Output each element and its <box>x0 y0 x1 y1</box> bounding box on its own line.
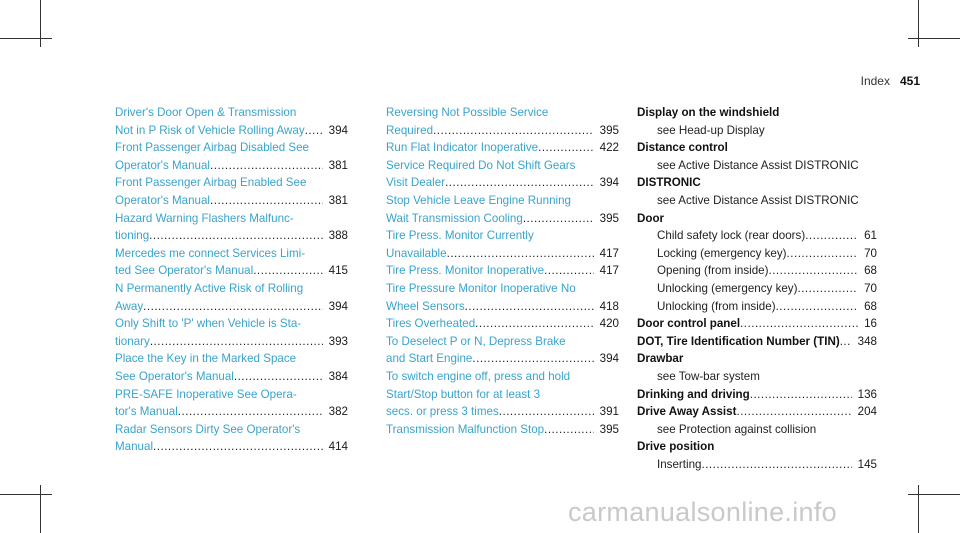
message-link[interactable]: Operator's Manual <box>115 193 211 207</box>
message-link[interactable]: Manual <box>115 440 154 454</box>
entry-page: 61 <box>864 229 877 243</box>
leader-dots <box>797 280 858 298</box>
index-entry-last-line[interactable] <box>115 262 348 280</box>
index-entry-line[interactable] <box>386 368 619 386</box>
message-link[interactable]: PRE-SAFE Inoperative See Opera- <box>115 387 297 401</box>
leader-dots <box>178 403 323 421</box>
entry-label: Drinking and driving <box>637 387 750 401</box>
entry-label: Inserting <box>657 457 702 471</box>
door-subentries <box>637 227 877 315</box>
message-link[interactable]: Wait Transmission Cooling <box>386 211 523 225</box>
leader-dots <box>253 262 322 280</box>
leader-dots <box>445 174 594 192</box>
index-heading: Drawbar <box>637 352 684 366</box>
see-reference[interactable]: see Active Distance Assist DISTRONIC <box>657 158 859 172</box>
leader-dots <box>776 298 859 316</box>
leader-dots <box>538 139 594 157</box>
index-entry-line[interactable] <box>115 139 348 157</box>
see-reference[interactable]: see Active Distance Assist DISTRONIC <box>657 193 859 207</box>
message-link[interactable]: To switch engine off, press and hold <box>386 369 571 383</box>
index-entry-line[interactable] <box>115 104 348 122</box>
index-entry-line[interactable] <box>115 245 348 263</box>
leader-dots <box>305 122 323 140</box>
index-entry-last-line[interactable] <box>386 421 619 439</box>
index-column-1 <box>115 104 348 456</box>
message-link[interactable]: Stop Vehicle Leave Engine Running <box>386 193 571 207</box>
index-heading: Display on the windshield <box>637 106 780 119</box>
leader-dots <box>153 438 323 456</box>
page-header <box>861 74 920 88</box>
index-entry-last-line[interactable] <box>386 139 619 157</box>
leader-dots <box>210 192 323 210</box>
message-link[interactable]: Run Flat Indicator Inoperative <box>386 141 539 155</box>
index-subentry[interactable] <box>637 245 877 263</box>
index-subentry[interactable] <box>637 456 877 474</box>
index-subentry[interactable] <box>637 262 877 280</box>
index-heading: Distance control <box>637 141 728 155</box>
entry-page: 414 <box>328 440 348 454</box>
entry-page: 394 <box>328 123 348 137</box>
index-entry-last-line[interactable] <box>115 298 348 316</box>
crop-mark <box>908 38 960 39</box>
index-entry-last-line[interactable] <box>115 227 348 245</box>
entry-label: Unlocking (emergency key) <box>657 281 798 295</box>
message-link[interactable]: Radar Sensors Dirty See Operator's <box>115 422 301 436</box>
index-entry-line[interactable] <box>386 280 619 298</box>
index-column-3 <box>637 104 877 473</box>
index-entry-last-line[interactable] <box>386 210 619 228</box>
index-entry-last-line[interactable] <box>386 122 619 140</box>
entry-page: 415 <box>328 264 348 278</box>
leader-dots <box>544 262 594 280</box>
message-link[interactable]: Start/Stop button for at least 3 <box>386 387 541 401</box>
entry-page: 394 <box>328 299 348 313</box>
leader-dots <box>150 333 323 351</box>
leader-dots <box>433 122 594 140</box>
crop-mark <box>918 485 919 533</box>
index-entry-last-line[interactable] <box>115 122 348 140</box>
index-entry[interactable] <box>637 386 877 404</box>
leader-dots <box>234 368 323 386</box>
index-entry-line[interactable] <box>115 280 348 298</box>
message-link[interactable]: Visit Dealer <box>386 176 446 190</box>
leader-dots <box>465 298 594 316</box>
entry-page: 388 <box>328 229 348 243</box>
header-title: Index <box>860 74 890 88</box>
message-link[interactable]: Front Passenger Airbag Enabled See <box>115 176 307 190</box>
message-link[interactable]: Transmission Malfunction Stop <box>386 422 545 436</box>
index-entry-line[interactable] <box>115 421 348 439</box>
entry-page: 381 <box>328 158 348 172</box>
message-link[interactable]: Tires Overheated <box>386 317 476 331</box>
message-link[interactable]: secs. or press 3 times <box>386 405 499 419</box>
message-link[interactable]: Hazard Warning Flashers Malfunc- <box>115 211 294 225</box>
entry-page: 418 <box>599 299 619 313</box>
leader-dots <box>149 227 322 245</box>
entry-label: Unlocking (from inside) <box>657 299 776 313</box>
leader-dots <box>143 298 323 316</box>
entry-page: 395 <box>599 211 619 225</box>
leader-dots <box>499 403 594 421</box>
crop-mark <box>40 0 41 47</box>
message-link[interactable]: Tire Press. Monitor Currently <box>386 229 534 243</box>
index-entry-line[interactable] <box>386 157 619 175</box>
entry-page: 70 <box>864 246 877 260</box>
message-link[interactable]: tioning <box>115 229 150 243</box>
leader-dots <box>787 245 859 263</box>
message-link[interactable]: Reversing Not Possible Service <box>386 106 549 119</box>
entry-page: 16 <box>864 317 877 331</box>
entry-label: Locking (emergency key) <box>657 246 787 260</box>
index-heading: Drive position <box>637 440 715 454</box>
entry-page: 394 <box>599 176 619 190</box>
index-entry-last-line[interactable] <box>115 403 348 421</box>
entry-label: Drive Away Assist <box>637 405 737 419</box>
index-entry-line[interactable] <box>115 315 348 333</box>
message-link[interactable]: To Deselect P or N, Depress Brake <box>386 334 566 348</box>
message-link[interactable]: Tire Press. Monitor Inoperative <box>386 264 545 278</box>
index-subentry[interactable] <box>637 280 877 298</box>
message-link[interactable]: See Operator's Manual <box>115 369 234 383</box>
index-entry-line[interactable] <box>115 210 348 228</box>
index-subentry[interactable] <box>637 227 877 245</box>
index-entry-last-line[interactable] <box>386 245 619 263</box>
index-entry-line[interactable] <box>115 350 348 368</box>
leader-dots <box>523 210 594 228</box>
entry-page: 417 <box>599 246 619 260</box>
message-link[interactable]: Front Passenger Airbag Disabled See <box>115 141 309 155</box>
message-link[interactable]: Not in P Risk of Vehicle Rolling Away <box>115 123 305 137</box>
index-entry-line[interactable] <box>115 386 348 404</box>
index-entry-last-line[interactable] <box>115 192 348 210</box>
index-entry[interactable] <box>637 315 877 333</box>
page-number: 451 <box>899 74 920 88</box>
leader-dots <box>768 262 858 280</box>
index-entry-line[interactable] <box>115 174 348 192</box>
index-entry-line[interactable] <box>386 227 619 245</box>
crop-mark <box>908 494 960 495</box>
leader-dots <box>447 245 594 263</box>
entry-page: 348 <box>857 334 877 348</box>
index-entry-last-line[interactable] <box>386 174 619 192</box>
index-entry[interactable] <box>637 333 877 351</box>
leader-dots <box>210 157 323 175</box>
crop-mark <box>40 485 41 533</box>
see-reference[interactable]: see Head-up Display <box>657 123 765 137</box>
index-entry-last-line[interactable] <box>386 298 619 316</box>
watermark: carmanualsonline.info <box>568 497 837 527</box>
message-link[interactable]: Service Required Do Not Shift Gears <box>386 158 576 172</box>
entry-page: 382 <box>328 405 348 419</box>
entry-page: 381 <box>328 193 348 207</box>
entry-page: 394 <box>599 352 619 366</box>
crop-mark <box>0 38 52 39</box>
index-entry-last-line[interactable] <box>115 438 348 456</box>
message-link[interactable]: tor's Manual <box>115 405 178 419</box>
message-link[interactable]: Away <box>115 299 144 313</box>
entry-page: 68 <box>864 264 877 278</box>
entry-page: 145 <box>857 457 877 471</box>
entry-label: DOT, Tire Identification Number (TIN) <box>637 334 840 348</box>
entry-page: 68 <box>864 299 877 313</box>
index-entry[interactable] <box>637 403 877 421</box>
message-link[interactable]: Driver's Door Open & Transmission <box>115 106 297 119</box>
see-reference[interactable]: see Protection against collision <box>657 422 817 436</box>
message-link[interactable]: ted See Operator's Manual <box>115 264 254 278</box>
message-link[interactable]: Mercedes me connect Services Limi- <box>115 246 306 260</box>
index-heading: DISTRONIC <box>637 176 701 190</box>
leader-dots <box>475 315 594 333</box>
message-link[interactable]: Wheel Sensors <box>386 299 465 313</box>
leader-dots <box>544 421 594 439</box>
see-reference[interactable]: see Tow-bar system <box>657 369 760 383</box>
entry-label: Child safety lock (rear doors) <box>657 229 806 243</box>
entry-page: 136 <box>857 387 877 401</box>
entry-page: 395 <box>599 123 619 137</box>
message-link[interactable]: Place the Key in the Marked Space <box>115 352 297 366</box>
index-entry-line[interactable] <box>386 333 619 351</box>
entry-page: 204 <box>857 405 877 419</box>
index-entry-line[interactable] <box>386 386 619 404</box>
index-entry-last-line[interactable] <box>115 333 348 351</box>
index-entry-last-line[interactable] <box>386 350 619 368</box>
index-subentry[interactable] <box>637 298 877 316</box>
crop-mark <box>0 494 52 495</box>
entry-page: 70 <box>864 281 877 295</box>
entry-page: 395 <box>599 422 619 436</box>
message-link[interactable]: and Start Engine <box>386 352 473 366</box>
index-entry-last-line[interactable] <box>115 368 348 386</box>
message-link[interactable]: Operator's Manual <box>115 158 211 172</box>
entry-page: 420 <box>599 317 619 331</box>
index-entry-last-line[interactable] <box>386 403 619 421</box>
entry-label: Opening (from inside) <box>657 264 769 278</box>
index-entry-last-line[interactable] <box>386 262 619 280</box>
message-link[interactable]: Only Shift to 'P' when Vehicle is Sta- <box>115 317 302 331</box>
index-entry-last-line[interactable] <box>115 157 348 175</box>
index-entry-line[interactable] <box>386 104 619 122</box>
message-link[interactable]: Tire Pressure Monitor Inoperative No <box>386 281 576 295</box>
message-link[interactable]: Required <box>386 123 434 137</box>
entry-page: 384 <box>328 369 348 383</box>
entry-page: 391 <box>599 405 619 419</box>
message-link[interactable]: N Permanently Active Risk of Rolling <box>115 281 304 295</box>
leader-dots <box>472 350 593 368</box>
entry-page: 417 <box>599 264 619 278</box>
entry-page: 422 <box>599 141 619 155</box>
entry-label: Door control panel <box>637 317 741 331</box>
leader-dots <box>805 227 858 245</box>
index-column-2 <box>386 104 619 438</box>
index-entry-last-line[interactable] <box>386 315 619 333</box>
message-link[interactable]: Unavailable <box>386 246 447 260</box>
index-entry-line[interactable] <box>386 192 619 210</box>
index-heading: Door <box>637 211 665 225</box>
crop-mark <box>918 0 919 47</box>
message-link[interactable]: tionary <box>115 334 150 348</box>
entry-page: 393 <box>328 334 348 348</box>
